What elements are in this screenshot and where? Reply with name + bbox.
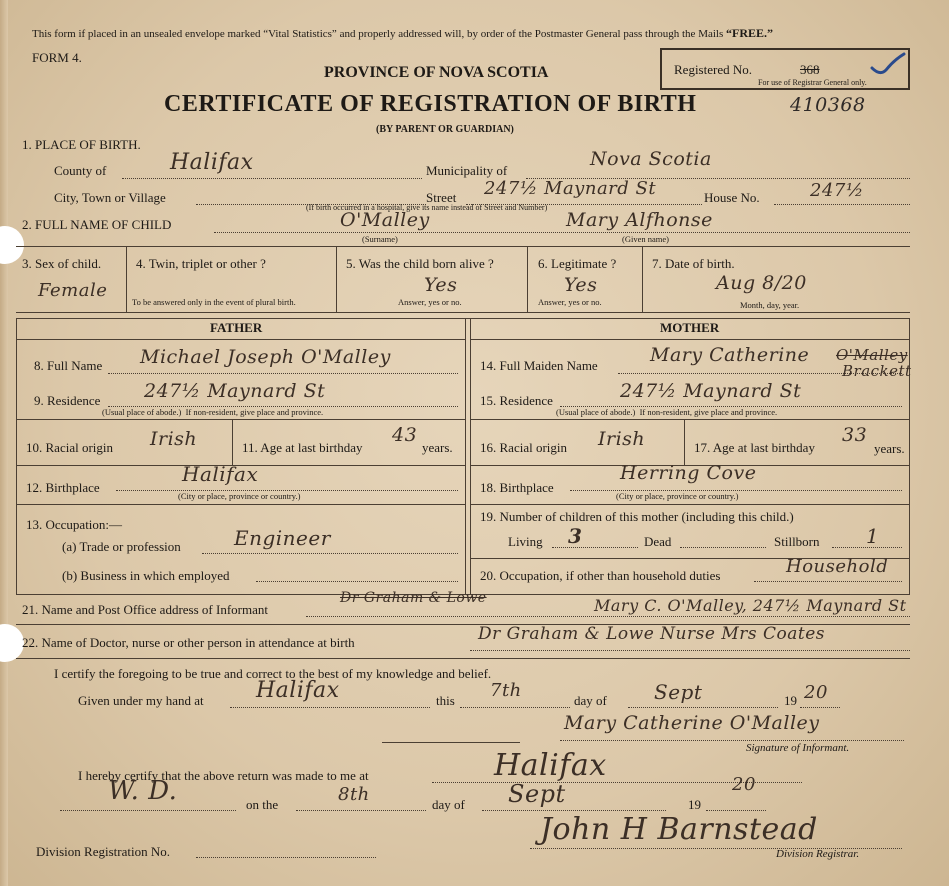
father-residence-value: 247½ Maynard St bbox=[144, 380, 326, 402]
registrar-year-value: 20 bbox=[732, 774, 756, 795]
mailing-notice bbox=[32, 26, 773, 41]
mother-occupation-value: Household bbox=[786, 556, 889, 577]
street-label: Street bbox=[426, 190, 457, 205]
twin-label: 4. Twin, triplet or other ? bbox=[136, 256, 266, 271]
father-name-value: Michael Joseph O'Malley bbox=[140, 346, 391, 368]
father-nonres-text: If non-resident, give place and province. bbox=[185, 407, 324, 417]
father-business-label: (b) Business in which employed bbox=[62, 568, 230, 583]
surname-caption: (Surname) bbox=[362, 234, 398, 244]
dob-label: 7. Date of birth. bbox=[652, 256, 735, 271]
dob-note: Month, day, year. bbox=[740, 300, 800, 310]
mother-occupation-label: 20. Occupation, if other than household duties bbox=[480, 568, 721, 583]
mother-maiden-value: Mary Catherine bbox=[650, 344, 810, 366]
father-racial-label: 10. Racial origin bbox=[26, 440, 114, 455]
city-label: City, Town or Village bbox=[54, 190, 166, 205]
informant-label: 21. Name and Post Office address of Informant bbox=[22, 602, 268, 617]
page-subtitle: (BY PARENT OR GUARDIAN) bbox=[376, 124, 514, 135]
living-label: Living bbox=[508, 534, 543, 549]
informant-value: Mary C. O'Malley, 247½ Maynard St bbox=[594, 596, 907, 615]
mother-birthplace-value: Herring Cove bbox=[620, 462, 757, 484]
given-caption: (Given name) bbox=[622, 234, 669, 244]
doctor-value: Dr Graham & Lowe Nurse Mrs Coates bbox=[478, 624, 825, 644]
street-value: 247½ Maynard St bbox=[484, 178, 657, 199]
certify-day-value: 7th bbox=[490, 680, 522, 701]
certify-year-prefix: 19 bbox=[784, 693, 797, 708]
certify-year-value: 20 bbox=[804, 682, 828, 703]
registrar-signature: John H Barnstead bbox=[540, 812, 818, 847]
hospital-note: (If birth occurred in a hospital, give its name instead of Street and Number) bbox=[306, 203, 548, 212]
province-heading: PROVINCE OF NOVA SCOTIA bbox=[324, 64, 549, 81]
county-label: County of bbox=[54, 163, 107, 178]
mother-abode-text: (Usual place of abode.) bbox=[556, 407, 636, 417]
municipality-label: Municipality of bbox=[426, 163, 508, 178]
registered-value: 368 bbox=[800, 62, 820, 77]
father-birthplace-value: Halifax bbox=[182, 462, 259, 486]
stamped-number: 410368 bbox=[790, 94, 866, 116]
registration-box bbox=[660, 48, 910, 90]
child-given-value: Mary Alfhonse bbox=[566, 209, 713, 231]
division-no-label: Division Registration No. bbox=[36, 844, 170, 859]
certify-statement: I certify the foregoing to be true and correct to the best of my knowledge and belief. bbox=[54, 666, 492, 681]
registered-note: For use of Registrar General only. bbox=[758, 78, 867, 87]
mother-birthplace-label: 18. Birthplace bbox=[480, 480, 554, 495]
mother-racial-label: 16. Racial origin bbox=[480, 440, 568, 455]
father-age-label: 11. Age at last birthday bbox=[242, 440, 363, 455]
living-value: 3 bbox=[568, 524, 583, 548]
house-value: 247½ bbox=[810, 180, 864, 201]
check-mark-icon bbox=[868, 50, 908, 78]
father-age-value: 43 bbox=[392, 424, 418, 446]
registrar-statement: I hereby certify that the above return was made to me at bbox=[78, 768, 369, 783]
mother-nonres-text: If non-resident, give place and province. bbox=[639, 407, 778, 417]
house-label: House No. bbox=[704, 190, 760, 205]
father-years-label: years. bbox=[422, 440, 453, 455]
registered-label: Registered No. bbox=[674, 62, 752, 77]
given-place-value: Halifax bbox=[256, 678, 340, 703]
mother-age-label: 17. Age at last birthday bbox=[694, 440, 815, 455]
notice-mid: and properly addressed will, by order of the Postmaster General pass through the Mails bbox=[339, 28, 724, 40]
page-title: CERTIFICATE OF REGISTRATION OF BIRTH bbox=[164, 91, 697, 117]
registrar-month-value: Sept bbox=[508, 780, 566, 808]
punch-hole-top bbox=[0, 226, 24, 264]
registrar-day-value: 8th bbox=[338, 784, 370, 805]
mother-maiden-label: 14. Full Maiden Name bbox=[480, 358, 598, 373]
registrar-year-prefix: 19 bbox=[688, 797, 701, 812]
punch-hole-bottom bbox=[0, 624, 24, 662]
mother-residence-label: 15. Residence bbox=[480, 393, 553, 408]
mother-maiden-correction: Brackett bbox=[842, 362, 912, 380]
father-birthplace-note: (City or place, province or country.) bbox=[178, 491, 301, 501]
mother-racial-value: Irish bbox=[598, 428, 646, 450]
this-label: this bbox=[436, 693, 455, 708]
father-birthplace-label: 12. Birthplace bbox=[26, 480, 100, 495]
mother-birthplace-note: (City or place, province or country.) bbox=[616, 491, 739, 501]
stillborn-label: Stillborn bbox=[774, 534, 820, 549]
notice-text: This form if placed in an unsealed envelope marked bbox=[32, 28, 261, 40]
father-heading: FATHER bbox=[210, 320, 263, 335]
father-trade-value: Engineer bbox=[234, 526, 331, 550]
certify-day-of-label: day of bbox=[574, 693, 607, 708]
father-name-label: 8. Full Name bbox=[34, 358, 103, 373]
registrar-initials: W. D. bbox=[108, 776, 178, 806]
father-abode-text: (Usual place of abode.) bbox=[102, 407, 182, 417]
certify-month-value: Sept bbox=[654, 680, 703, 704]
sex-value: Female bbox=[38, 280, 108, 301]
municipality-value: Nova Scotia bbox=[590, 148, 712, 170]
doctor-label: 22. Name of Doctor, nurse or other person in attendance at birth bbox=[22, 635, 355, 650]
child-surname-value: O'Malley bbox=[340, 209, 430, 231]
place-of-birth-label: 1. PLACE OF BIRTH. bbox=[22, 137, 141, 152]
mother-heading: MOTHER bbox=[660, 320, 720, 335]
notice-free: “FREE.” bbox=[726, 26, 774, 40]
informant-signature-caption: Signature of Informant. bbox=[746, 742, 850, 754]
stillborn-value: 1 bbox=[866, 524, 880, 548]
alive-note: Answer, yes or no. bbox=[398, 297, 462, 307]
father-residence-label: 9. Residence bbox=[34, 393, 101, 408]
father-occupation-label: 13. Occupation:— bbox=[26, 517, 123, 532]
paper-edge bbox=[0, 0, 8, 886]
informant-struck-value: Dr Graham & Lowe bbox=[340, 590, 487, 606]
mother-maiden-struck: O'Malley bbox=[836, 346, 908, 364]
father-trade-label: (a) Trade or profession bbox=[62, 539, 181, 554]
notice-vital: “Vital Statistics” bbox=[263, 28, 337, 40]
mother-residence-value: 247½ Maynard St bbox=[620, 380, 802, 402]
alive-value: Yes bbox=[424, 274, 458, 296]
sex-label: 3. Sex of child. bbox=[22, 256, 102, 271]
on-the-label: on the bbox=[246, 797, 279, 812]
twin-note: To be answered only in the event of plural birth. bbox=[132, 297, 296, 307]
given-label: Given under my hand at bbox=[78, 693, 204, 708]
child-name-label: 2. FULL NAME OF CHILD bbox=[22, 217, 172, 232]
registrar-place-value: Halifax bbox=[494, 748, 607, 783]
mother-children-label: 19. Number of children of this mother (including this child.) bbox=[480, 509, 794, 524]
father-abode-note bbox=[102, 407, 323, 417]
division-registrar-caption: Division Registrar. bbox=[776, 848, 860, 860]
mother-abode-note bbox=[556, 407, 777, 417]
dead-label: Dead bbox=[644, 534, 672, 549]
form-number: FORM 4. bbox=[32, 50, 82, 65]
dob-value: Aug 8/20 bbox=[716, 272, 807, 294]
registrar-day-of-label: day of bbox=[432, 797, 465, 812]
father-racial-value: Irish bbox=[150, 428, 198, 450]
alive-label: 5. Was the child born alive ? bbox=[346, 256, 494, 271]
legitimate-label: 6. Legitimate ? bbox=[538, 256, 617, 271]
mother-years-label: years. bbox=[874, 441, 905, 456]
legitimate-value: Yes bbox=[564, 274, 598, 296]
county-value: Halifax bbox=[170, 150, 254, 175]
mother-age-value: 33 bbox=[842, 424, 868, 446]
informant-signature: Mary Catherine O'Malley bbox=[564, 712, 820, 734]
legitimate-note: Answer, yes or no. bbox=[538, 297, 602, 307]
